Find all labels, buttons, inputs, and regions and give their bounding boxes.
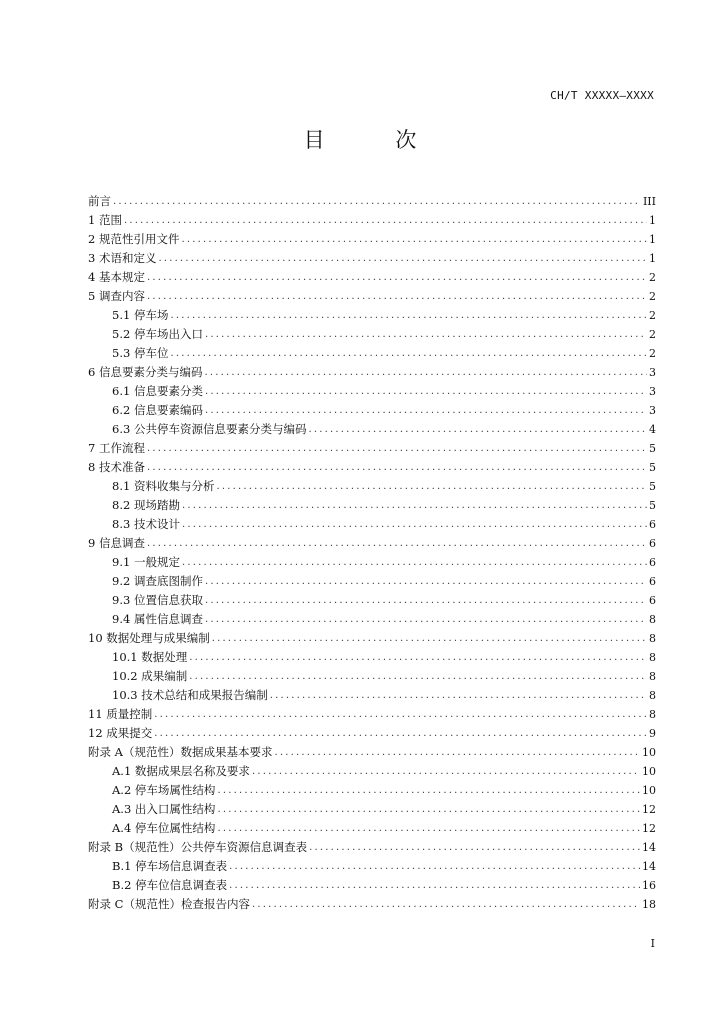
toc-entry-label: 7 工作流程 (88, 441, 145, 455)
toc-entry-page: 10 (642, 765, 656, 778)
toc-entry-label: 6 信息要素分类与编码 (88, 365, 203, 379)
toc-entry-label: 8 技术准备 (88, 460, 145, 474)
page-title: 目 次 (303, 128, 449, 152)
toc-entry-label: 5.3 停车位 (112, 346, 169, 360)
toc-entry-label: 5 调查内容 (88, 289, 145, 303)
toc-entry-label: 8.3 技术设计 (112, 517, 180, 531)
toc-leader-dots (182, 553, 647, 572)
toc-leader-dots (170, 344, 647, 363)
toc-entry-page: 3 (649, 404, 656, 417)
toc-entry[interactable] (88, 838, 656, 857)
toc-entry-label: 10.2 成果编制 (112, 669, 188, 683)
toc-entry-label: 附录 A（规范性）数据成果基本要求 (88, 745, 273, 759)
toc-entry[interactable] (88, 895, 656, 914)
table-of-contents (88, 192, 656, 914)
toc-entry[interactable] (88, 686, 656, 705)
toc-leader-dots (229, 876, 640, 895)
toc-entry-page: 2 (649, 347, 656, 360)
toc-leader-dots (205, 325, 647, 344)
toc-entry[interactable] (88, 724, 656, 743)
toc-entry-label: A.3 出入口属性结构 (112, 802, 216, 816)
toc-leader-dots (308, 420, 647, 439)
toc-entry-label: 3 术语和定义 (88, 251, 157, 265)
toc-entry-page: 6 (649, 518, 656, 531)
toc-leader-dots (124, 211, 647, 230)
toc-leader-dots (217, 781, 640, 800)
toc-leader-dots (182, 515, 647, 534)
toc-leader-dots (189, 667, 647, 686)
toc-leader-dots (212, 629, 647, 648)
toc-entry-page: 10 (642, 784, 656, 797)
toc-entry-page: 8 (649, 632, 656, 645)
toc-entry[interactable] (88, 800, 656, 819)
toc-entry-label: B.1 停车场信息调查表 (112, 859, 228, 873)
toc-entry-page: 10 (642, 746, 656, 759)
toc-leader-dots (189, 648, 647, 667)
toc-entry-label: 6.1 信息要素分类 (112, 384, 203, 398)
toc-entry-page: 1 (649, 233, 656, 246)
toc-entry[interactable] (88, 306, 656, 325)
toc-entry-label: 9.1 一般规定 (112, 555, 180, 569)
toc-entry[interactable] (88, 534, 656, 553)
toc-leader-dots (205, 382, 647, 401)
toc-leader-dots (147, 287, 647, 306)
toc-entry[interactable] (88, 363, 656, 382)
toc-entry-page: 2 (649, 309, 656, 322)
toc-entry-label: B.2 停车位信息调查表 (112, 878, 228, 892)
toc-entry[interactable] (88, 496, 656, 515)
toc-entry[interactable] (88, 819, 656, 838)
toc-entry-label: 12 成果提交 (88, 726, 153, 740)
toc-entry[interactable] (88, 876, 656, 895)
toc-leader-dots (216, 477, 647, 496)
toc-entry[interactable] (88, 477, 656, 496)
toc-entry[interactable] (88, 743, 656, 762)
toc-entry-label: 9.3 位置信息获取 (112, 593, 203, 607)
toc-entry-page: 12 (642, 803, 656, 816)
toc-entry-page: 5 (649, 461, 656, 474)
toc-entry[interactable] (88, 192, 656, 211)
toc-entry[interactable] (88, 705, 656, 724)
toc-entry-label: 9 信息调查 (88, 536, 145, 550)
toc-entry-label: 附录 B（规范性）公共停车资源信息调查表 (88, 840, 308, 854)
toc-entry[interactable] (88, 439, 656, 458)
toc-leader-dots (154, 724, 647, 743)
toc-entry[interactable] (88, 857, 656, 876)
toc-entry-label: 前言 (88, 194, 111, 208)
toc-entry-page: 4 (649, 423, 656, 436)
toc-leader-dots (217, 800, 640, 819)
toc-entry-label: 10.3 技术总结和成果报告编制 (112, 688, 268, 702)
toc-entry-label: A.1 数据成果层名称及要求 (112, 764, 250, 778)
toc-leader-dots (113, 192, 641, 211)
toc-entry-page: 6 (649, 594, 656, 607)
toc-entry[interactable] (88, 401, 656, 420)
toc-leader-dots (274, 743, 640, 762)
toc-entry[interactable] (88, 781, 656, 800)
toc-entry-page: 8 (649, 613, 656, 626)
toc-entry[interactable] (88, 230, 656, 249)
toc-entry[interactable] (88, 344, 656, 363)
toc-entry-page: 3 (649, 366, 656, 379)
toc-entry[interactable] (88, 420, 656, 439)
toc-entry-page: 1 (649, 252, 656, 265)
toc-entry-page: 3 (649, 385, 656, 398)
toc-entry-page: 2 (649, 328, 656, 341)
document-code: CH/T XXXXX—XXXX (550, 89, 654, 102)
toc-leader-dots (147, 439, 647, 458)
toc-entry-page: 14 (642, 841, 656, 854)
toc-entry-page: 6 (649, 575, 656, 588)
toc-entry-page: 8 (649, 708, 656, 721)
toc-entry[interactable] (88, 648, 656, 667)
toc-entry[interactable] (88, 211, 656, 230)
toc-entry-label: 8.2 现场踏勘 (112, 498, 180, 512)
toc-entry-page: 16 (642, 879, 656, 892)
page-number: I (650, 937, 655, 950)
toc-entry[interactable] (88, 515, 656, 534)
toc-entry[interactable] (88, 325, 656, 344)
toc-entry-page: III (642, 195, 656, 208)
toc-entry[interactable] (88, 629, 656, 648)
toc-entry-page: 18 (642, 898, 656, 911)
toc-entry-label: A.2 停车场属性结构 (112, 783, 216, 797)
toc-entry-page: 8 (649, 689, 656, 702)
toc-leader-dots (182, 496, 647, 515)
toc-entry-page: 9 (649, 727, 656, 740)
toc-leader-dots (270, 686, 647, 705)
toc-entry-label: 1 范围 (88, 213, 122, 227)
toc-entry[interactable] (88, 553, 656, 572)
toc-leader-dots (309, 838, 640, 857)
toc-leader-dots (252, 895, 640, 914)
toc-entry-label: 2 规范性引用文件 (88, 232, 180, 246)
toc-entry[interactable] (88, 382, 656, 401)
toc-entry-page: 12 (642, 822, 656, 835)
toc-entry[interactable] (88, 458, 656, 477)
toc-leader-dots (154, 705, 647, 724)
toc-entry-page: 1 (649, 214, 656, 227)
toc-entry-page: 5 (649, 499, 656, 512)
toc-entry-label: 附录 C（规范性）检查报告内容 (88, 897, 250, 911)
toc-entry-page: 5 (649, 442, 656, 455)
toc-entry-label: 6.3 公共停车资源信息要素分类与编码 (112, 422, 307, 436)
toc-entry-page: 2 (649, 271, 656, 284)
toc-entry-label: 10 数据处理与成果编制 (88, 631, 210, 645)
toc-entry-page: 6 (649, 537, 656, 550)
toc-entry-label: 10.1 数据处理 (112, 650, 188, 664)
toc-leader-dots (252, 762, 640, 781)
toc-leader-dots (229, 857, 640, 876)
toc-entry-label: 5.1 停车场 (112, 308, 169, 322)
toc-entry-label: 9.2 调查底图制作 (112, 574, 203, 588)
toc-entry-page: 8 (649, 651, 656, 664)
toc-leader-dots (181, 230, 647, 249)
toc-leader-dots (217, 819, 640, 838)
toc-leader-dots (147, 534, 647, 553)
toc-entry-page: 6 (649, 556, 656, 569)
toc-leader-dots (205, 591, 647, 610)
toc-entry[interactable] (88, 610, 656, 629)
toc-entry-label: 5.2 停车场出入口 (112, 327, 203, 341)
toc-entry-page: 8 (649, 670, 656, 683)
toc-leader-dots (147, 268, 647, 287)
toc-entry[interactable] (88, 667, 656, 686)
toc-entry-label: A.4 停车位属性结构 (112, 821, 216, 835)
toc-leader-dots (158, 249, 647, 268)
toc-entry-label: 6.2 信息要素编码 (112, 403, 203, 417)
toc-entry-page: 14 (642, 860, 656, 873)
toc-entry-page: 2 (649, 290, 656, 303)
toc-entry-label: 8.1 资料收集与分析 (112, 479, 215, 493)
toc-leader-dots (205, 572, 647, 591)
toc-entry[interactable] (88, 762, 656, 781)
toc-leader-dots (204, 363, 647, 382)
toc-entry[interactable] (88, 249, 656, 268)
toc-entry-label: 9.4 属性信息调查 (112, 612, 203, 626)
toc-entry-label: 11 质量控制 (88, 707, 153, 721)
toc-entry[interactable] (88, 268, 656, 287)
toc-entry[interactable] (88, 572, 656, 591)
toc-entry-page: 5 (649, 480, 656, 493)
toc-leader-dots (170, 306, 647, 325)
toc-entry[interactable] (88, 591, 656, 610)
toc-entry[interactable] (88, 287, 656, 306)
toc-leader-dots (147, 458, 647, 477)
toc-leader-dots (205, 401, 647, 420)
toc-leader-dots (205, 610, 647, 629)
toc-entry-label: 4 基本规定 (88, 270, 145, 284)
